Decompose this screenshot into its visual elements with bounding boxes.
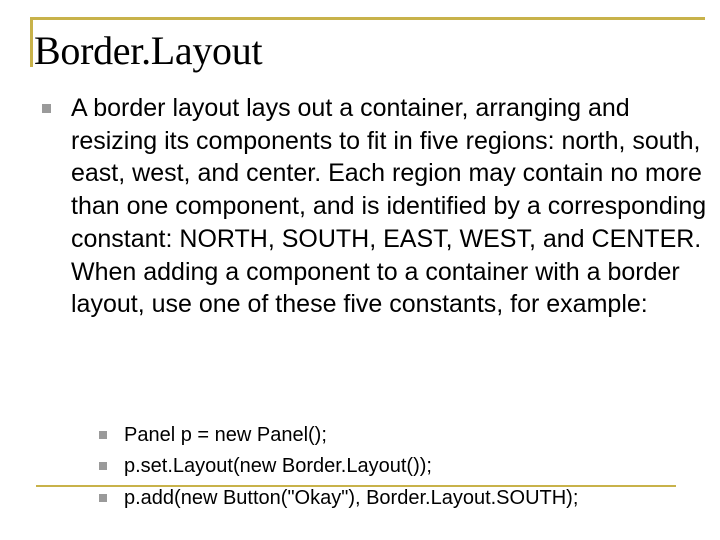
code-line: Panel p = new Panel(); [124, 424, 327, 446]
top-rule [30, 17, 705, 20]
code-line: p.set.Layout(new Border.Layout()); [124, 455, 432, 477]
bottom-rule [36, 485, 676, 487]
square-bullet-icon [99, 462, 107, 470]
main-paragraph: A border layout lays out a container, arranging and resizing its components to fit in five regions: north, south, east, west, and center. Each region may contain no more than one component, and is identified by a corresponding constant: NORTH, SOUTH, EAST, WEST, and CENTER. When adding a component to a container with a border layout, use one of these five constants, for example: [71, 94, 707, 319]
square-bullet-icon [99, 494, 107, 502]
left-rule [30, 17, 33, 67]
square-bullet-icon [42, 104, 51, 113]
slide-title: Border.Layout [34, 28, 263, 73]
square-bullet-icon [99, 431, 107, 439]
code-line: p.add(new Button("Okay"), Border.Layout.SOUTH); [124, 487, 579, 509]
